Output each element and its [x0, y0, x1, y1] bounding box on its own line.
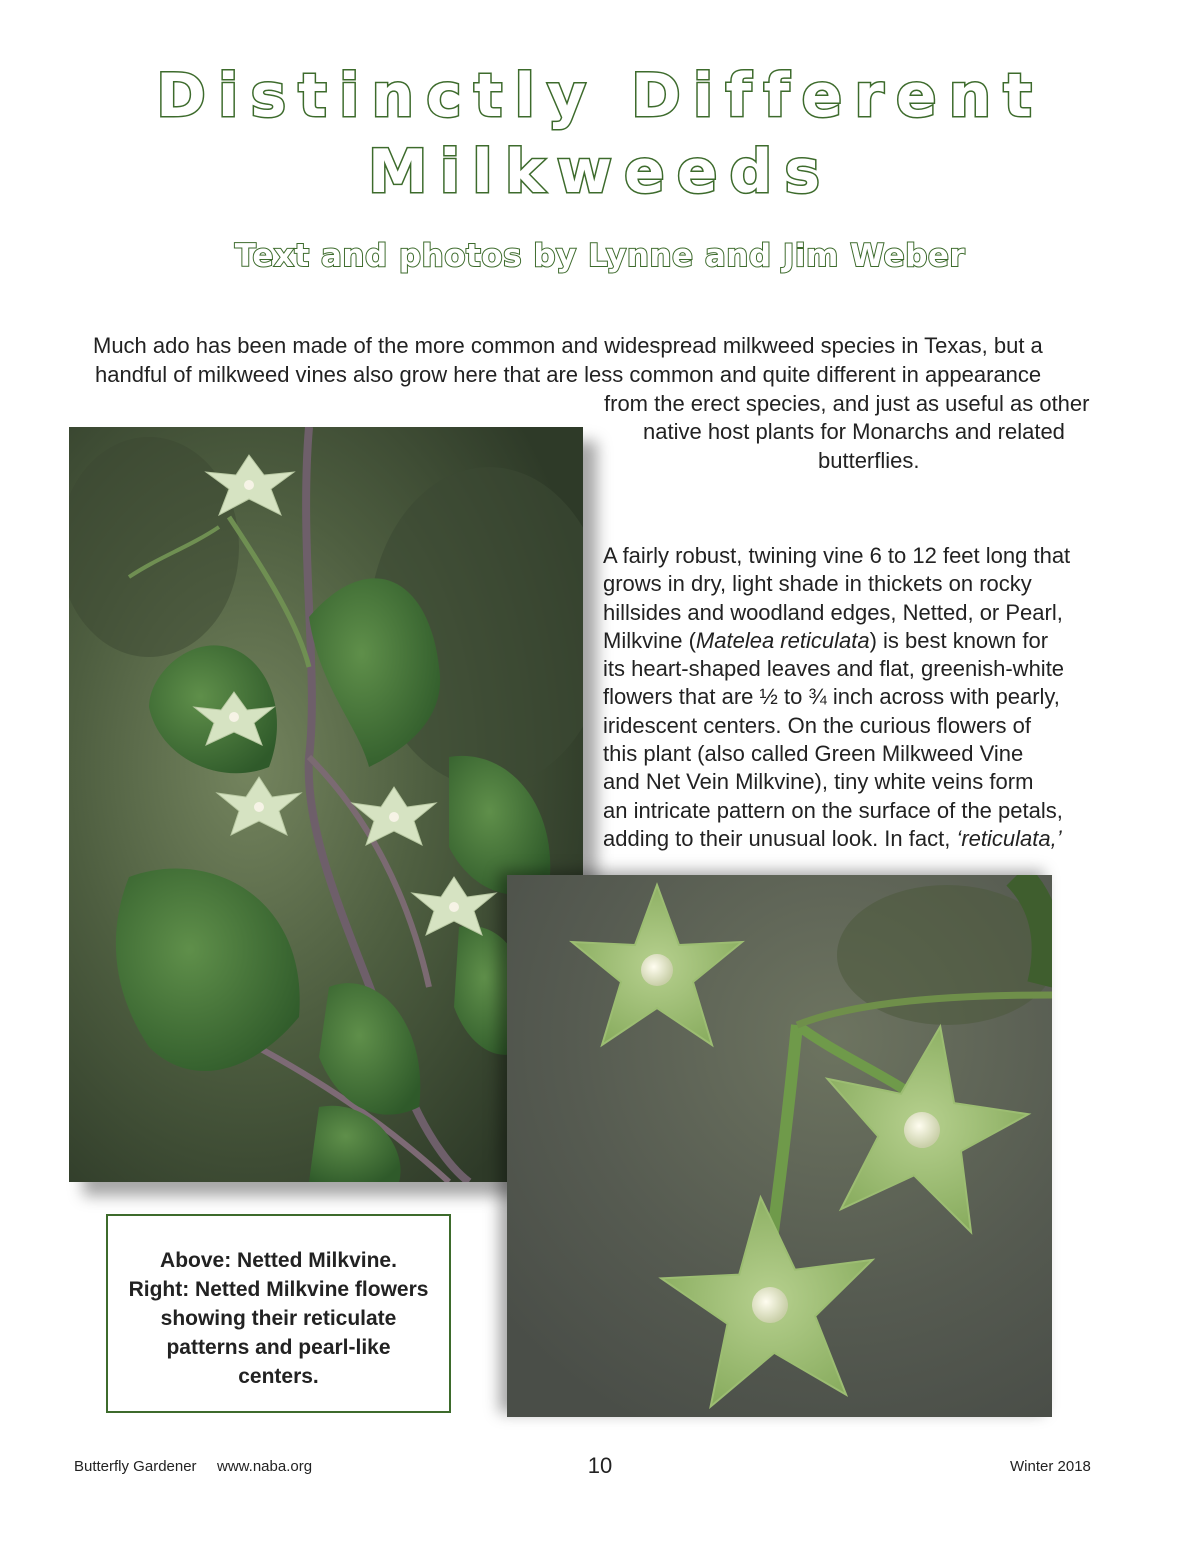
body-line: hillsides and woodland edges, Netted, or Pearl,	[603, 599, 1063, 625]
body-line: this plant (also called Green Milkweed Vine	[603, 741, 1024, 767]
flowers-illustration	[507, 875, 1052, 1417]
body-line: an intricate pattern on the surface of the petals,	[603, 797, 1063, 823]
photo-caption	[104, 1246, 453, 1391]
body-line: its heart-shaped leaves and flat, greenish-white	[603, 656, 1065, 682]
body-line: and Net Vein Milkvine), tiny white veins form	[603, 769, 1034, 795]
body-line: flowers that are ½ to ¾ inch across with pearly,	[603, 684, 1060, 710]
body-line: A fairly robust, twining vine 6 to 12 feet long that	[603, 543, 1071, 568]
footer-url: www.naba.org	[217, 1458, 313, 1475]
netted-milkvine-photo	[69, 427, 583, 1182]
photo-caption-box	[106, 1214, 451, 1413]
intro-line-3: from the erect species, and just as useful as other	[604, 391, 1090, 416]
intro-line-5: butterflies.	[818, 448, 920, 473]
caption-line: Right: Netted Milkvine flowers	[128, 1278, 429, 1301]
body-line	[603, 627, 1163, 655]
footer-issue: Winter 2018	[1010, 1458, 1091, 1475]
caption-line: patterns and pearl-like	[166, 1336, 391, 1359]
italic-term: ‘reticulata,’	[956, 825, 1062, 851]
intro-line-1: Much ado has been made of the more common and widespread milkweed species in Texas, but a	[93, 333, 1043, 358]
page-number: 10	[587, 1453, 613, 1478]
caption-line: Above: Netted Milkvine.	[160, 1249, 397, 1272]
body-text: ) is best known for	[869, 627, 1049, 653]
caption-line: showing their reticulate	[160, 1307, 397, 1330]
body-text: adding to their unusual look. In fact,	[603, 825, 957, 851]
body-line: iridescent centers. On the curious flowers of	[603, 712, 1031, 738]
milkvine-flowers-closeup-photo	[507, 875, 1052, 1417]
body-line	[603, 825, 1163, 853]
footer-publication: Butterfly Gardener	[74, 1458, 197, 1475]
species-name: Matelea reticulata	[695, 627, 870, 653]
body-line: grows in dry, light shade in thickets on rocky	[603, 571, 1032, 597]
article-title-line-1: Distinctly Different	[156, 61, 1044, 131]
intro-line-4: native host plants for Monarchs and related	[643, 419, 1065, 444]
article-byline: Text and photos by Lynne and Jim Weber	[234, 238, 966, 274]
caption-line: centers.	[238, 1365, 319, 1388]
article-body	[603, 542, 1163, 853]
vine-illustration	[69, 427, 583, 1182]
article-title-line-2: Milkweeds	[367, 137, 833, 207]
body-text: Milkvine (	[603, 627, 696, 653]
intro-line-2: handful of milkweed vines also grow here that are less common and quite different in appearance	[95, 362, 1042, 387]
